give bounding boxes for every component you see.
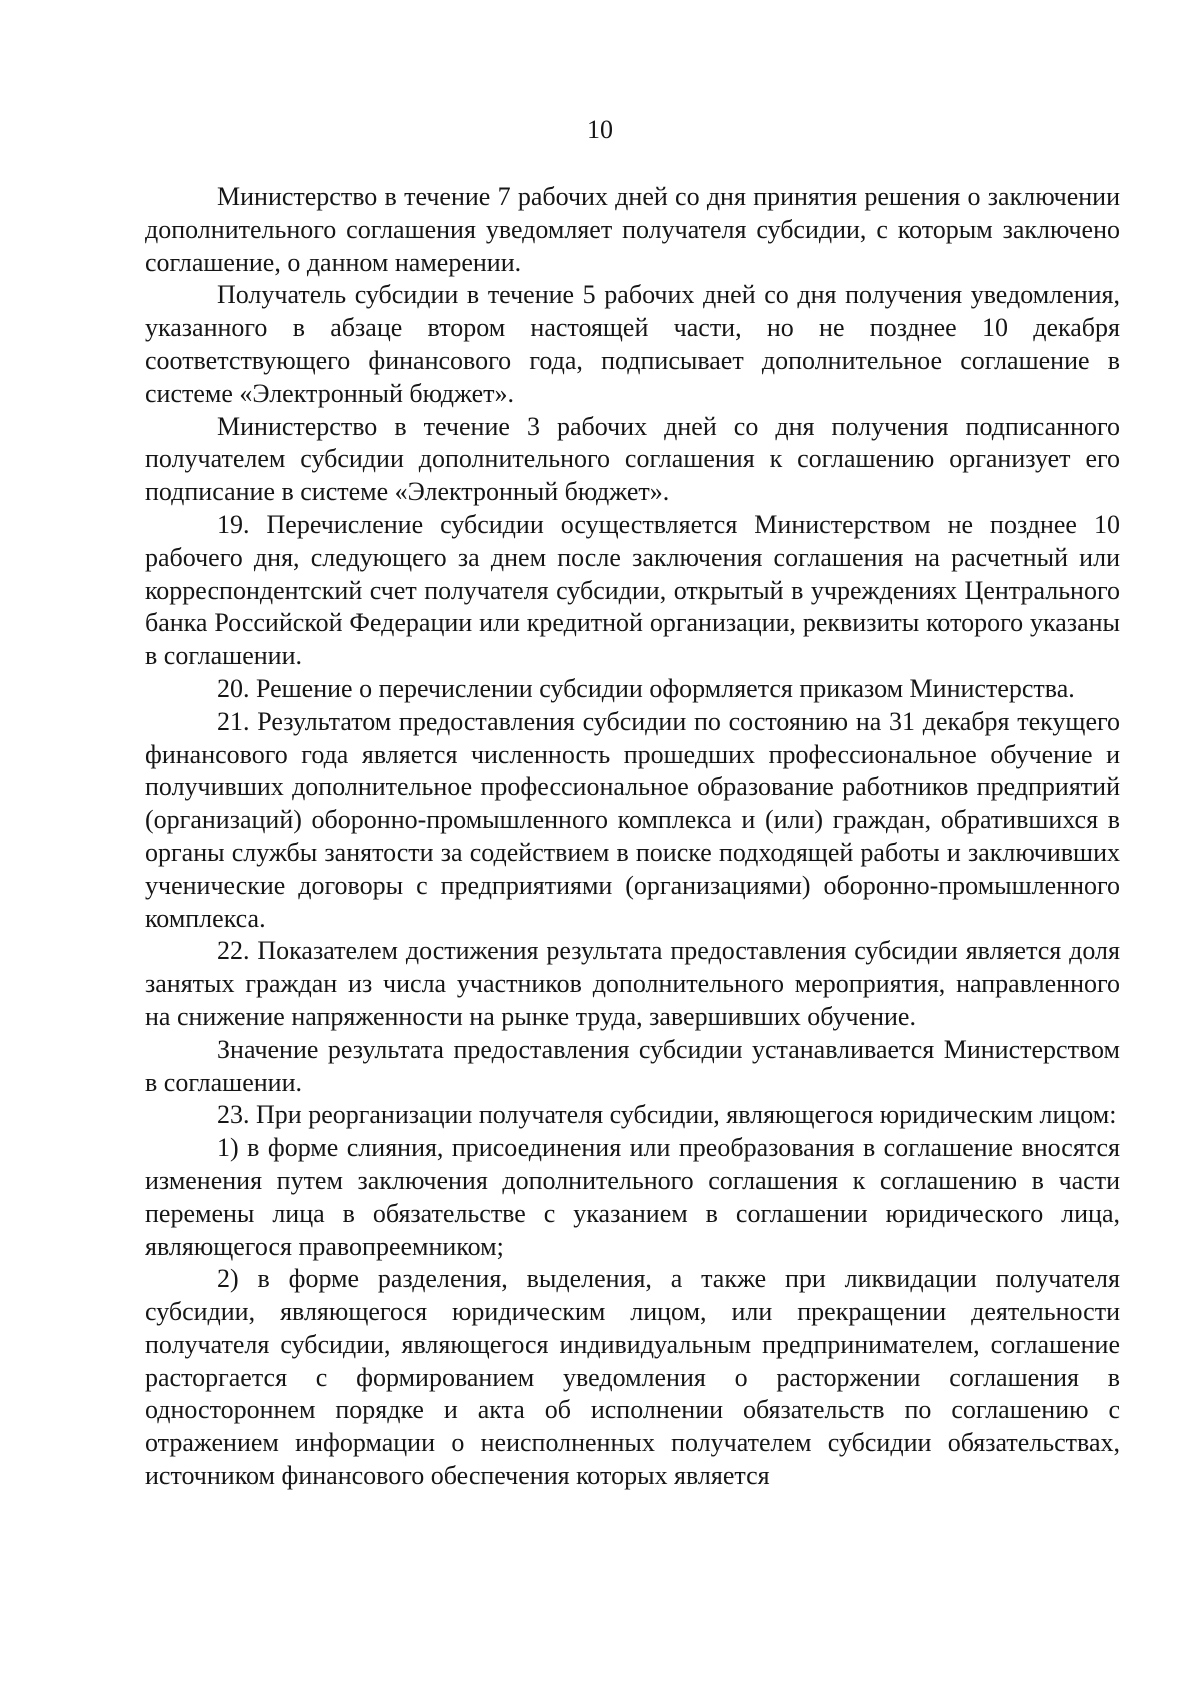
document-body <box>145 181 1120 1493</box>
paragraph-ministry-signing: Министерство в течение 3 рабочих дней со дня получения подписанного получателем субсидии дополнительного соглашения к соглашению организует его подписание в системе «Электронный бюджет». <box>145 411 1120 507</box>
paragraph-result-value: Значение результата предоставления субсидии устанавливается Министерством в соглашении. <box>145 1034 1120 1097</box>
paragraph-item-20: 20. Решение о перечислении субсидии оформляется приказом Министерства. <box>217 673 1075 703</box>
paragraph-item-22: 22. Показателем достижения результата предоставления субсидии является доля занятых граждан из числа участников дополнительного мероприятия, направленного на снижение напряженности на рынке труда, завершивших обучение. <box>145 936 1120 1031</box>
page-number: 10 <box>587 115 613 144</box>
paragraph-item-23-2: 2) в форме разделения, выделения, а также при ликвидации получателя субсидии, являющегося юридическим лицом, или прекращении деятельности получателя субсидии, являющегося индивидуальным предпринимателем, соглашение расторгается с формированием уведомления о расторжении соглашения в одностороннем порядке и акта об исполнении обязательств по соглашению с отражением информации о неисполненных получателем субсидии обязательствах, источником финансового обеспечения которых является <box>145 1264 1120 1491</box>
paragraph-ministry-notification: Министерство в течение 7 рабочих дней со дня принятия решения о заключении дополнительного соглашения уведомляет получателя субсидии, с которым заключено соглашение, о данном намерении. <box>145 182 1120 277</box>
paragraph-item-21: 21. Результатом предоставления субсидии по состоянию на 31 декабря текущего финансового года является численность прошедших профессиональное обучение и получивших дополнительное профессиональное образование работников предприятий (организаций) оборонно-промышленного комплекса и (или) граждан, обратившихся в органы службы занятости за содействием в поиске подходящей работы и заключивших ученические договоры с предприятиями (организациями) оборонно-промышленного комплекса. <box>145 706 1120 933</box>
paragraph-item-23-1: 1) в форме слияния, присоединения или преобразования в соглашение вносятся изменения путем заключения дополнительного соглашения к соглашению в части перемены лица в обязательстве с указанием в соглашении юридического лица, являющегося правопреемником; <box>145 1133 1120 1261</box>
paragraph-item-19: 19. Перечисление субсидии осуществляется Министерством не позднее 10 рабочего дня, следующего за днем после заключения соглашения на расчетный или корреспондентский счет получателя субсидии, открытый в учреждениях Центрального банка Российской Федерации или кредитной организации, реквизиты которого указаны в соглашении. <box>145 509 1120 671</box>
paragraph-item-23: 23. При реорганизации получателя субсидии, являющегося юридическим лицом: <box>217 1100 1117 1130</box>
paragraph-recipient-signing: Получатель субсидии в течение 5 рабочих дней со дня получения уведомления, указанного в абзаце втором настоящей части, но не позднее 10 декабря соответствующего финансового года, подписывает дополнительное соглашение в системе «Электронный бюджет». <box>145 280 1120 408</box>
